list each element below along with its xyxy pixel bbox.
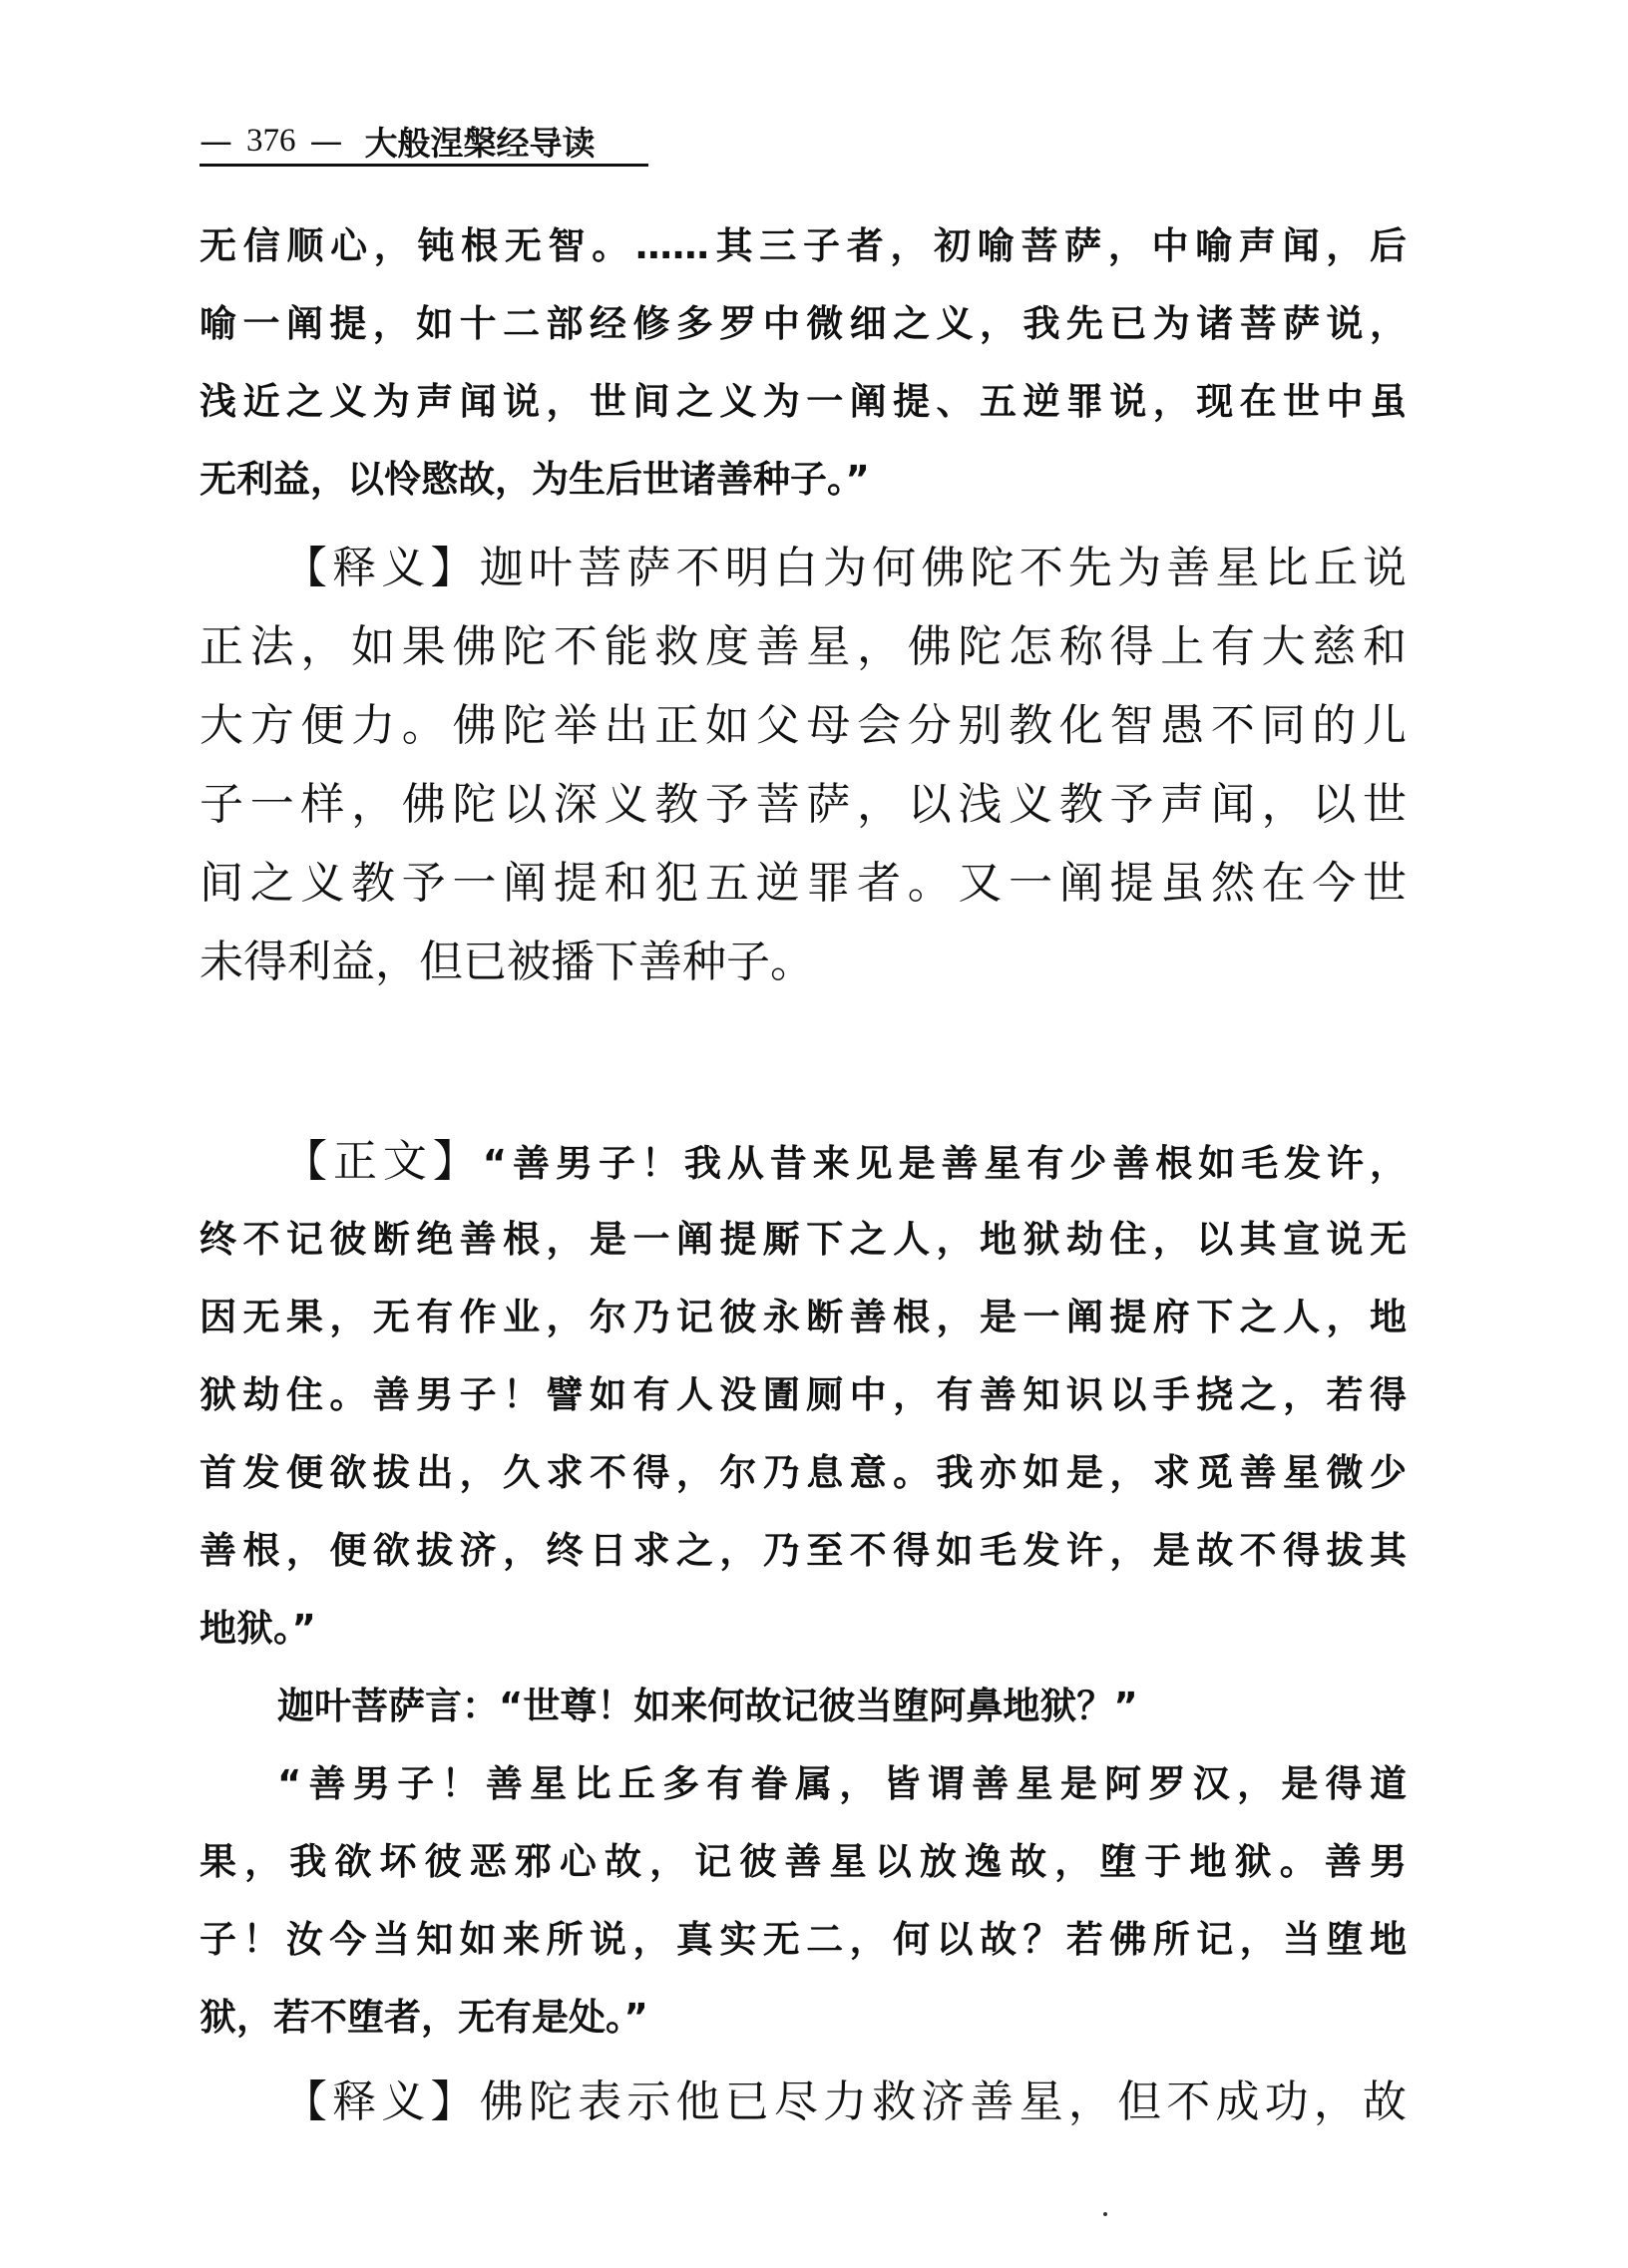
text-line: 无利益，以怜愍故，为生后世诸善种子。” [200, 458, 870, 501]
buddha-reply [200, 1745, 1407, 2057]
book-title: 大般涅槃经导读 [364, 123, 596, 163]
text-line [200, 529, 1407, 607]
text-line: 喻一阐提，如十二部经修多罗中微细之义，我先已为诸菩萨说， [200, 302, 1407, 345]
scan-speck [1103, 2212, 1107, 2216]
section-tag: 【释义】 [283, 543, 480, 593]
sutra-text-paragraph [200, 1123, 1407, 1668]
text-line: 正法，如果佛陀不能救度善星，佛陀怎称得上有大慈和 [200, 621, 1407, 672]
kasyapa-question [200, 1668, 1407, 1745]
text-line: 善根，便欲拔济，终日求之，乃至不得如毛发许，是故不得拔其 [200, 1529, 1407, 1572]
running-header [200, 118, 648, 167]
text-line: 果，我欲坏彼恶邪心故，记彼善星以放逸故，堕于地狱。善男 [200, 1840, 1407, 1883]
text-line-content: “善男子！我从昔来见是善星有少善根如毛发许， [482, 1142, 1407, 1185]
text-line-content: 迦叶菩萨不明白为何佛陀不先为善星比丘说 [479, 543, 1407, 593]
text-line: “善男子！善星比丘多有眷属，皆谓善星是阿罗汉，是得道 [277, 1762, 1407, 1805]
header-dash: — [200, 121, 232, 161]
text-line: 未得利益，但已被播下善种子。 [200, 937, 814, 987]
sutra-text-continued [200, 207, 1407, 519]
page-number: 376 [246, 122, 296, 159]
commentary-paragraph-2 [200, 2063, 1407, 2141]
header-dash: — [309, 121, 343, 161]
text-line [200, 2063, 1407, 2141]
text-line: 迦叶菩萨言：“世尊！如来何故记彼当堕阿鼻地狱？” [277, 1685, 1138, 1727]
commentary-paragraph [200, 529, 1407, 1001]
text-line: 地狱。” [200, 1607, 316, 1650]
text-line: 狱，若不堕者，无有是处。” [200, 1996, 648, 2039]
text-line: 因无果，无有作业，尔乃记彼永断善根，是一阐提府下之人，地 [200, 1296, 1407, 1338]
text-line: 子一样，佛陀以深义教予菩萨，以浅义教予声闻，以世 [200, 779, 1407, 830]
text-line: 终不记彼断绝善根，是一阐提厮下之人，地狱劫住，以其宣说无 [200, 1218, 1407, 1261]
text-line [200, 1123, 1407, 1201]
text-line: 首发便欲拔出，久求不得，尔乃息意。我亦如是，求觅善星微少 [200, 1451, 1407, 1494]
section-tag: 【释义】 [283, 2077, 480, 2127]
text-line: 狱劫住。善男子！譬如有人没圊厕中，有善知识以手挠之，若得 [200, 1373, 1407, 1416]
text-line: 大方便力。佛陀举出正如父母会分别教化智愚不同的儿 [200, 700, 1407, 751]
text-line: 无信顺心，钝根无智。……其三子者，初喻菩萨，中喻声闻，后 [200, 224, 1407, 267]
text-line-content: 佛陀表示他已尽力救济善星，但不成功，故 [479, 2077, 1407, 2127]
text-line: 浅近之义为声闻说，世间之义为一阐提、五逆罪说，现在世中虽 [200, 380, 1407, 423]
text-line: 子！汝今当知如来所说，真实无二，何以故？若佛所记，当堕地 [200, 1918, 1407, 1961]
section-tag: 【正文】 [283, 1136, 483, 1187]
text-line: 间之义教予一阐提和犯五逆罪者。又一阐提虽然在今世 [200, 858, 1407, 909]
